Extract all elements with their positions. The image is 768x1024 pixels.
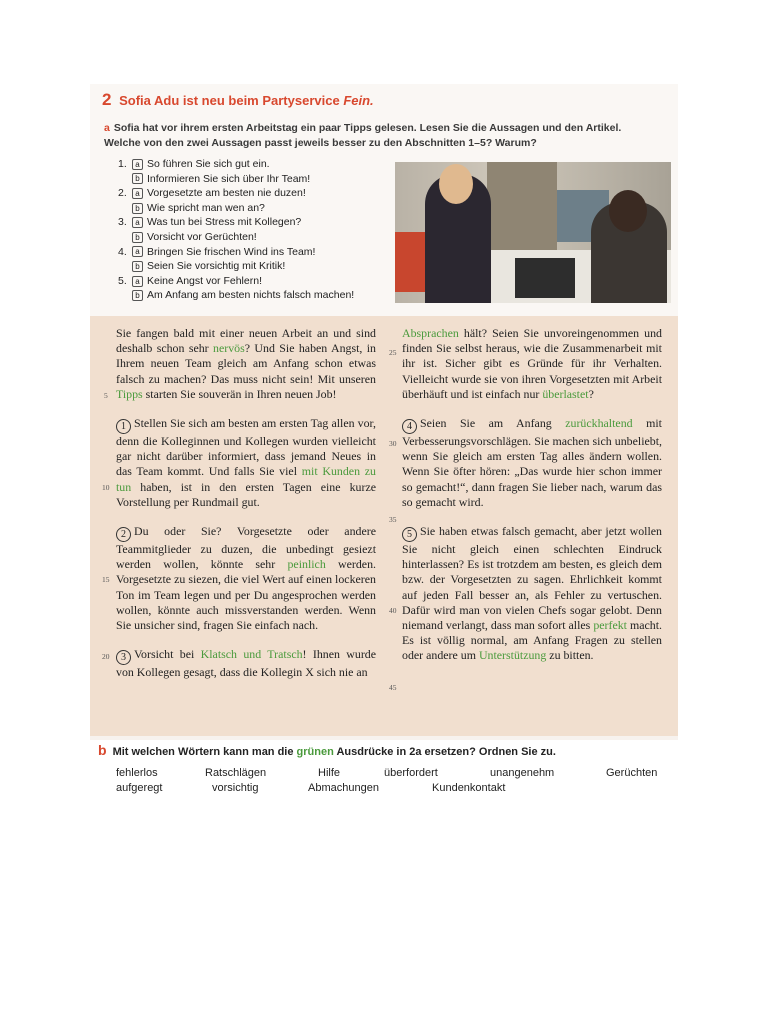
photo-monitor [515, 258, 575, 298]
photo-chair [395, 232, 425, 292]
heading-shop-name: Fein. [343, 93, 374, 108]
article-column-right [402, 326, 662, 678]
article-section-3-start: 3 Vorsicht bei Klatsch und Tratsch! Ihnen wurde von Kollegen gesagt, dass die Kollegin X sich nie an [116, 647, 377, 680]
article-column-left [116, 326, 376, 694]
word-option: Kundenkontakt [432, 782, 506, 794]
statement-2b: b Wie spricht man wen an? [118, 201, 388, 216]
article-section-4: 4 Seien Sie am Anfang zurückhaltend mit Verbesserungsvorschlägen. Sie machen sich unbeliebt, wenn Sie gleich am ersten Tag alles ändern wollen. Wenn Sie öfter hören: „Das wurde hier schon immer so gemacht!“, dann fragen Sie lieber nach, warum das so gemacht wird. [402, 416, 662, 509]
photo-person-standing-head [439, 164, 473, 204]
exercise-heading [102, 90, 374, 110]
option-b-badge: b [132, 261, 143, 272]
task-a-line2: Welche von den zwei Aussagen passt jeweils besser zu den Abschnitten 1–5? Warum? [104, 137, 537, 149]
word-option: Hilfe [318, 767, 341, 779]
section-number-1: 1 [116, 419, 131, 434]
word-option: unangenehm [490, 767, 555, 779]
section-number-2: 2 [116, 527, 131, 542]
word-option: Abmachungen [308, 782, 379, 794]
task-b-instructions: b Mit welchen Wörtern kann man die grünen Ausdrücke in 2a ersetzen? Ordnen Sie zu. [98, 742, 556, 758]
word-option: aufgeregt [116, 782, 163, 794]
statement-1a: 1. a So führen Sie sich gut ein. [118, 158, 270, 170]
article-section-3-end: Absprachen hält? Seien Sie unvoreingenommen und finden Sie selbst heraus, wie die Zusammenarbeit mit ihr ist. Sicher gibt es Gründe für ihr Verhalten. Vielleicht wurde sie von ihren Vorgesetzten mit Arbeit überhäuft und ist einfach nur überlastet? [402, 326, 662, 401]
line-number: 25 [389, 348, 397, 357]
word-option: fehlerlos [116, 767, 158, 779]
word-option: Ratschlägen [205, 767, 267, 779]
article-intro: Sie fangen bald mit einer neuen Arbeit an und sind deshalb schon sehr nervös? Und Sie haben Angst, in Ihrem neuen Team gleich am Anfang schon etwas falsch zu machen? Das muss nicht sein! Mit unseren Tipps starten Sie souverän in Ihren neuen Job! [116, 326, 376, 401]
line-number: 30 [389, 439, 397, 448]
task-a-line1: Sofia hat vor ihrem ersten Arbeitstag ein paar Tipps gelesen. Lesen Sie die Aussagen und den Artikel. [113, 122, 622, 134]
section-number-5: 5 [402, 527, 417, 542]
task-b-letter: b [98, 742, 107, 758]
article-section-2: 2 Du oder Sie? Vorgesetzte oder andere Teammitglieder zu duzen, die unbedingt gesiezt werden wollen, könnte sehr peinlich werden. Vorgesetzte zu siezen, die viel Wert auf einen lockeren Ton im Team legen und per Du angesprochen werden wollen, könnte auch missverstanden werden. Wenn Sie unsicher sind, fragen Sie einfach nach. [116, 524, 376, 633]
heading-text: Sofia Adu ist neu beim Partyservice [119, 93, 340, 108]
section-number-3: 3 [116, 650, 131, 665]
statement-3a: 3. a Was tun bei Stress mit Kollegen? [118, 216, 302, 229]
statement-list [118, 157, 388, 303]
word-option: überfordert [384, 767, 438, 779]
option-a-badge: a [132, 276, 143, 287]
section-number-4: 4 [402, 419, 417, 434]
office-photo [395, 162, 671, 303]
option-b-badge: b [132, 173, 143, 184]
option-a-badge: a [132, 159, 143, 170]
statement-5b: b Am Anfang am besten nichts falsch machen! [118, 288, 388, 303]
article-section-5: 5 Sie haben etwas falsch gemacht, aber jetzt wollen Sie nicht gleich einen schlechten Eindruck hinterlassen? Es ist trotzdem am besten, es gleich dem bzw. der Vorgesetzten zu sagen. Ehrlichkeit kommt auf jeden Fall besser an, als Fehler zu vertuschen. Dafür wird man von vielen Chefs sogar gelobt. Denn niemand verlangt, dass man sofort alles perfekt macht. Es ist völlig normal, am Anfang Fragen zu stellen oder andere um Unterstützung zu bitten. [402, 524, 663, 663]
line-number: 5 [104, 391, 108, 400]
option-b-badge: b [132, 290, 143, 301]
statement-2a: 2. a Vorgesetzte am besten nie duzen! [118, 187, 306, 200]
line-number: 45 [389, 683, 397, 692]
exercise-number: 2 [102, 90, 112, 109]
statement-4b: b Seien Sie vorsichtig mit Kritik! [118, 259, 388, 274]
option-a-badge: a [132, 246, 143, 257]
option-b-badge: b [132, 203, 143, 214]
line-number: 20 [102, 652, 110, 661]
option-a-badge: a [132, 188, 143, 199]
line-number: 10 [102, 483, 110, 492]
photo-person-seated-head [609, 190, 647, 232]
statement-4a: 4. a Bringen Sie frischen Wind ins Team! [118, 245, 316, 258]
article-section-1: 1 Stellen Sie sich am besten am ersten Tag allen vor, denn die Kolleginnen und Kollegen wurden vielleicht gar nicht darüber informiert, dass jemand Neues in das Team kommt. Und falls Sie viel mit Kunden zu tun haben, ist in den ersten Tagen eine kurze Vorstellung per Rundmail gut. [116, 416, 376, 509]
statement-3b: b Vorsicht vor Gerüchten! [118, 230, 388, 245]
statement-5a: 5. a Keine Angst vor Fehlern! [118, 274, 262, 287]
word-option: Gerüchten [606, 767, 658, 779]
photo-shelf [487, 162, 557, 250]
line-number: 15 [102, 575, 110, 584]
line-number: 40 [389, 606, 397, 615]
option-a-badge: a [132, 217, 143, 228]
task-a-instructions [104, 121, 664, 151]
line-number: 35 [389, 515, 397, 524]
task-a-letter: a [104, 122, 110, 134]
word-option: vorsichtig [212, 782, 259, 794]
statement-1b: b Informieren Sie sich über Ihr Team! [118, 172, 388, 187]
option-b-badge: b [132, 232, 143, 243]
